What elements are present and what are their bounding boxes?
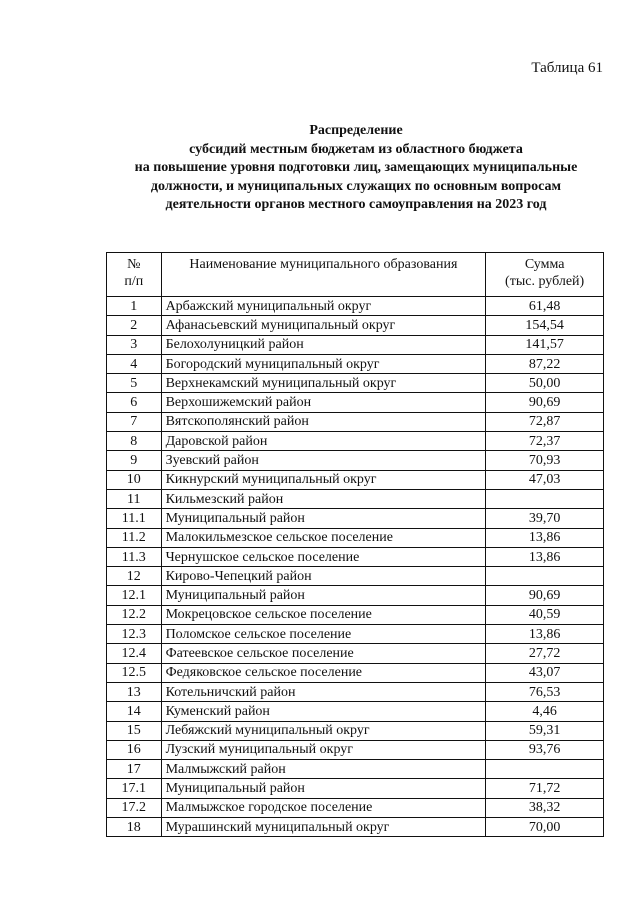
row-name: Вятскополянский район: [161, 412, 486, 431]
table-row: [107, 605, 604, 624]
row-name: Мурашинский муниципальный округ: [161, 818, 486, 837]
table-row: [107, 528, 604, 547]
row-name: Федяковское сельское поселение: [161, 663, 486, 682]
row-sum: 154,54: [486, 316, 604, 335]
table-row: [107, 374, 604, 393]
header-sum-unit: (тыс. рублей): [505, 274, 585, 289]
header-number: [107, 253, 162, 297]
row-number: 11: [107, 489, 162, 508]
title-line: деятельности органов местного самоуправления на 2023 год: [165, 197, 547, 212]
row-number: 4: [107, 354, 162, 373]
row-number: 2: [107, 316, 162, 335]
table-row: [107, 316, 604, 335]
row-sum: 50,00: [486, 374, 604, 393]
header-number-symbol: №: [127, 257, 141, 272]
row-number: 13: [107, 682, 162, 701]
row-number: 12.4: [107, 644, 162, 663]
header-number-abbrev: п/п: [124, 274, 144, 289]
table-row: [107, 354, 604, 373]
table-row: [107, 451, 604, 470]
row-number: 7: [107, 412, 162, 431]
table-row: [107, 470, 604, 489]
row-number: 11.2: [107, 528, 162, 547]
table-row: [107, 586, 604, 605]
row-sum: [486, 760, 604, 779]
row-number: 5: [107, 374, 162, 393]
row-sum: 141,57: [486, 335, 604, 354]
row-sum: 90,69: [486, 586, 604, 605]
row-name: Малокильмезское сельское поселение: [161, 528, 486, 547]
row-name: Мокрецовское сельское поселение: [161, 605, 486, 624]
table-row: [107, 702, 604, 721]
title-line: должности, и муниципальных служащих по основным вопросам: [150, 178, 562, 194]
row-name: Арбажский муниципальный округ: [161, 297, 486, 316]
row-sum: [486, 567, 604, 586]
row-number: 14: [107, 702, 162, 721]
row-name: Лузский муниципальный округ: [161, 740, 486, 759]
row-name: Муниципальный район: [161, 779, 486, 798]
row-name: Малмыжский район: [161, 760, 486, 779]
row-number: 6: [107, 393, 162, 412]
table-row: [107, 509, 604, 528]
row-sum: 93,76: [486, 740, 604, 759]
table-row: [107, 432, 604, 451]
row-sum: 39,70: [486, 509, 604, 528]
table-header-row: [107, 253, 604, 297]
table-row: [107, 740, 604, 759]
row-number: 12.5: [107, 663, 162, 682]
table-row: [107, 297, 604, 316]
row-sum: 70,00: [486, 818, 604, 837]
header-sum-title: Сумма: [524, 257, 565, 272]
row-sum: 13,86: [486, 625, 604, 644]
row-sum: 72,87: [486, 412, 604, 431]
row-sum: 13,86: [486, 547, 604, 566]
row-number: 17.1: [107, 779, 162, 798]
title-line: Распределение: [309, 123, 403, 138]
row-sum: 47,03: [486, 470, 604, 489]
row-sum: 71,72: [486, 779, 604, 798]
row-sum: 13,86: [486, 528, 604, 547]
row-number: 10: [107, 470, 162, 489]
table-row: [107, 644, 604, 663]
row-number: 3: [107, 335, 162, 354]
header-name: Наименование муниципального образования: [161, 253, 486, 297]
table-row: [107, 818, 604, 837]
table-row: [107, 393, 604, 412]
row-number: 17.2: [107, 798, 162, 817]
row-number: 12.1: [107, 586, 162, 605]
row-name: Лебяжский муниципальный округ: [161, 721, 486, 740]
row-name: Афанасьевский муниципальный округ: [161, 316, 486, 335]
row-name: Зуевский район: [161, 451, 486, 470]
row-name: Поломское сельское поселение: [161, 625, 486, 644]
row-name: Котельничский район: [161, 682, 486, 701]
row-sum: 59,31: [486, 721, 604, 740]
row-number: 16: [107, 740, 162, 759]
table-number-label: Таблица 61: [531, 60, 603, 76]
row-sum: 90,69: [486, 393, 604, 412]
row-number: 18: [107, 818, 162, 837]
row-name: Муниципальный район: [161, 586, 486, 605]
subsidy-table: [106, 252, 604, 837]
row-name: Белохолуницкий район: [161, 335, 486, 354]
table-row: [107, 489, 604, 508]
row-number: 8: [107, 432, 162, 451]
title-line: субсидий местным бюджетам из областного бюджета: [189, 141, 523, 157]
document-title: [96, 122, 616, 215]
row-number: 9: [107, 451, 162, 470]
row-number: 12.3: [107, 625, 162, 644]
row-name: Богородский муниципальный округ: [161, 354, 486, 373]
row-name: Чернушское сельское поселение: [161, 547, 486, 566]
row-name: Даровской район: [161, 432, 486, 451]
table-row: [107, 567, 604, 586]
row-number: 11.1: [107, 509, 162, 528]
row-name: Верхнекамский муниципальный округ: [161, 374, 486, 393]
row-number: 12: [107, 567, 162, 586]
row-sum: 38,32: [486, 798, 604, 817]
row-sum: 40,59: [486, 605, 604, 624]
table-row: [107, 625, 604, 644]
row-number: 15: [107, 721, 162, 740]
row-name: Малмыжское городское поселение: [161, 798, 486, 817]
row-sum: 27,72: [486, 644, 604, 663]
table-row: [107, 547, 604, 566]
table-row: [107, 779, 604, 798]
table-row: [107, 798, 604, 817]
table-row: [107, 663, 604, 682]
row-sum: [486, 489, 604, 508]
row-sum: 70,93: [486, 451, 604, 470]
table-row: [107, 682, 604, 701]
row-sum: 61,48: [486, 297, 604, 316]
row-number: 1: [107, 297, 162, 316]
table-row: [107, 721, 604, 740]
header-sum: [486, 253, 604, 297]
row-name: Муниципальный район: [161, 509, 486, 528]
row-sum: 76,53: [486, 682, 604, 701]
row-sum: 4,46: [486, 702, 604, 721]
row-name: Кирово-Чепецкий район: [161, 567, 486, 586]
row-name: Фатеевское сельское поселение: [161, 644, 486, 663]
row-name: Верхошижемский район: [161, 393, 486, 412]
table-row: [107, 412, 604, 431]
row-name: Кильмезский район: [161, 489, 486, 508]
row-number: 12.2: [107, 605, 162, 624]
table-row: [107, 335, 604, 354]
title-line: на повышение уровня подготовки лиц, замещающих муниципальные: [134, 160, 578, 175]
row-name: Куменский район: [161, 702, 486, 721]
row-sum: 43,07: [486, 663, 604, 682]
table-row: [107, 760, 604, 779]
row-sum: 87,22: [486, 354, 604, 373]
row-sum: 72,37: [486, 432, 604, 451]
row-name: Кикнурский муниципальный округ: [161, 470, 486, 489]
row-number: 17: [107, 760, 162, 779]
row-number: 11.3: [107, 547, 162, 566]
